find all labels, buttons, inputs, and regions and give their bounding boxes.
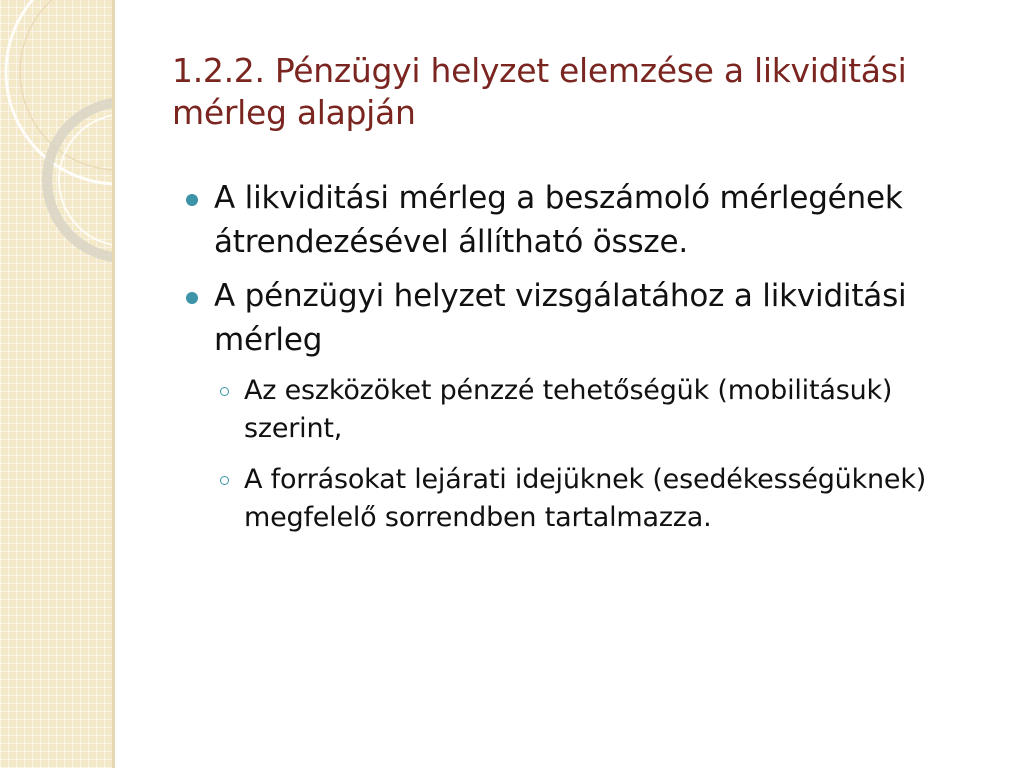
bullet-dot-icon <box>186 194 198 206</box>
bullet-item <box>180 274 980 362</box>
sub-bullet-item <box>180 372 980 449</box>
decorative-circles <box>0 0 112 768</box>
slide-title: 1.2.2. Pénzügyi helyzet elemzése a likviditási mérleg alapján <box>172 51 907 133</box>
sub-bullet-text: A forrásokat lejárati idejüknek (esedékességüknek) megfelelő sorrendben tartalmazza. <box>244 463 927 534</box>
slide-body <box>180 176 980 549</box>
bullet-dot-icon <box>186 292 198 304</box>
side-band-edge <box>112 0 115 768</box>
sub-bullet-text: Az eszközöket pénzzé tehetőségük (mobilitásuk) szerint, <box>244 375 893 445</box>
sub-bullet-circle-icon <box>220 387 229 396</box>
bullet-text: A likviditási mérleg a beszámoló mérlegének átrendezésével állítható össze. <box>214 180 903 261</box>
sub-bullet-item <box>180 461 980 538</box>
decorative-side-band <box>0 0 112 768</box>
bullet-text: A pénzügyi helyzet vizsgálatához a likviditási mérleg <box>214 278 907 359</box>
sub-bullet-circle-icon <box>220 476 229 485</box>
bullet-item <box>180 176 980 264</box>
